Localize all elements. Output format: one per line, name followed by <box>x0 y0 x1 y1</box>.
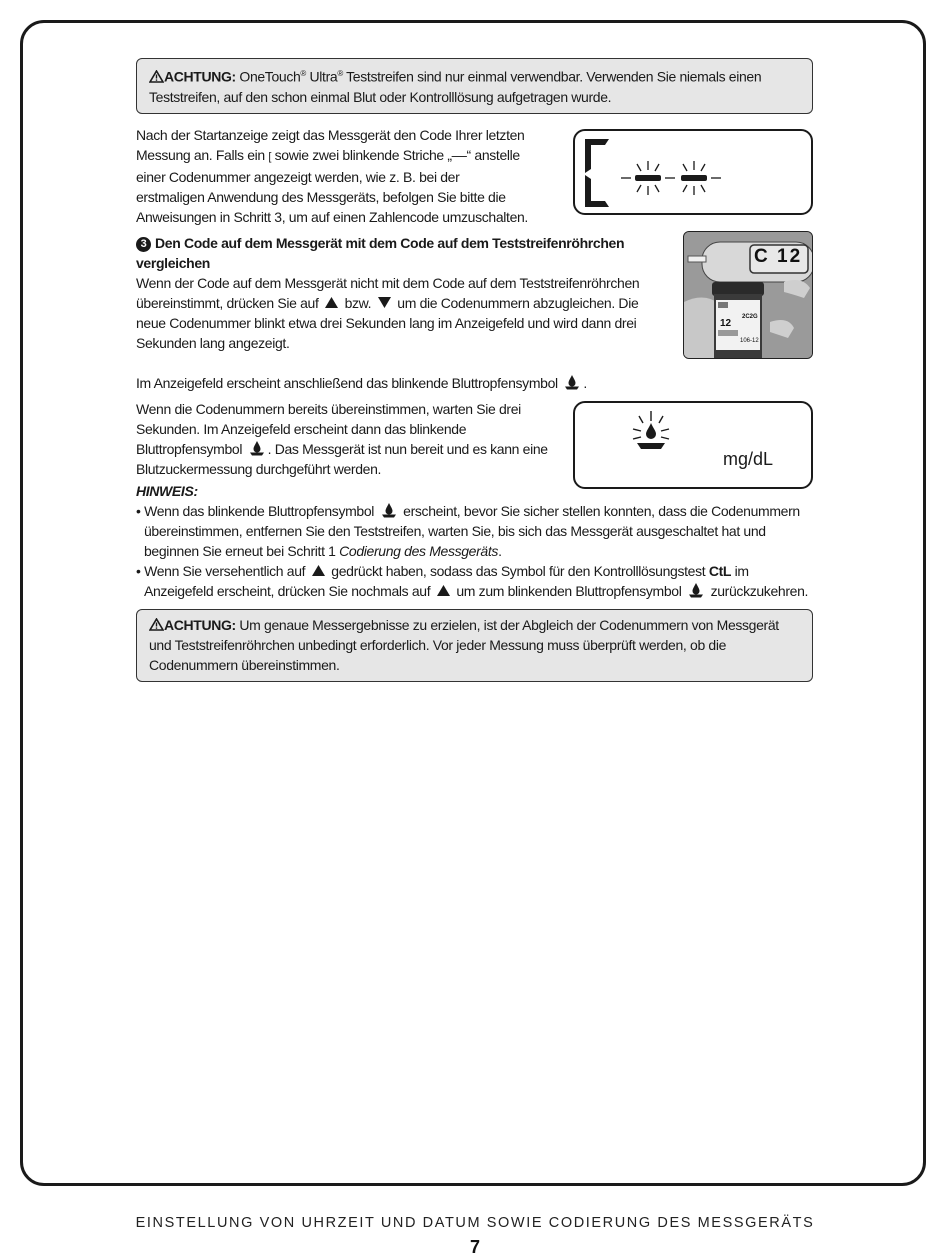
match-text: Wenn die Codenummern bereits übereinstimmen, warten Sie drei Sekunden. Im Anzeigefeld erscheint dann das blinkende Bluttropfensymbol <box>136 400 521 457</box>
blinking-blood-drop-icon <box>625 407 685 467</box>
intro-text: sowie zwei blinkende Striche „––“ anstelle einer Codenummer angezeigt werden, wie z. B. bei der erstmaligen Anwendung des Messgeräts, befolgen Sie bitte die Anweisungen in Schritt 3, um auf einen Zahlencode umzuschalten. <box>136 146 528 225</box>
warning-triangle-icon <box>149 70 164 83</box>
step3-text: Im Anzeigefeld erscheint anschließend das blinkende Bluttropfensymbol <box>136 374 558 391</box>
warning-triangle-icon <box>149 618 164 631</box>
vial-code-small: 2C2G <box>742 313 758 320</box>
step3-text: . <box>583 374 587 391</box>
note-text: um zum blinkenden Bluttropfensymbol <box>456 582 682 599</box>
vial-date: 106-12 <box>740 337 759 344</box>
intro-paragraph <box>136 125 531 227</box>
warning-box-top <box>136 58 813 114</box>
match-section <box>136 401 813 489</box>
step3-section <box>136 233 813 393</box>
up-arrow-icon <box>312 565 325 576</box>
registered-mark: ® <box>300 69 306 78</box>
hinweis-section <box>136 481 813 601</box>
warning-label: ACHTUNG: <box>164 616 236 633</box>
intro-section <box>136 125 813 227</box>
note-text: Wenn Sie versehentlich auf <box>144 562 306 579</box>
match-paragraph <box>136 399 556 479</box>
list-item: • Wenn Sie versehentlich auf gedrückt haben, sodass das Symbol für den Kontrolllösungstest CtL im Anzeigefeld erscheint, drücken Sie nochmals auf um zum blinkenden Bluttropfensymbol zurückzukehren. <box>136 562 809 599</box>
note-text: . <box>498 542 502 559</box>
step3-paragraph <box>136 273 666 353</box>
match-text: . Das Messgerät ist nun bereit und es kann eine Blutzuckermessung durchgeführt werden. <box>136 440 548 477</box>
warning-text: OneTouch <box>235 68 301 85</box>
meter-vial-photo <box>683 231 813 359</box>
page-number: 7 <box>469 1237 480 1257</box>
up-arrow-icon <box>325 297 338 308</box>
warning-text: Um genaue Messergebnisse zu erzielen, ist der Abgleich der Codenummern von Messgerät und Teststreifenröhrchen unbedingt erforderlich. Vor jeder Messung muss überprüft werden, ob die Codenummern übereinstimmen. <box>149 616 779 673</box>
step3-text: bzw. <box>344 294 372 311</box>
note-text: erscheint, bevor Sie sicher stellen konnten, dass die Codenummern übereinstimmen, entfernen Sie den Teststreifen, warten Sie, bis sich das Messgerät ausgeschaltet hat und beginnen Sie erneut bei Schritt 1 <box>144 502 800 559</box>
blood-drop-icon <box>249 441 265 456</box>
step3-paragraph-2 <box>136 373 666 393</box>
footer-section-title: EINSTELLUNG VON UHRZEIT UND DATUM SOWIE CODIERUNG DES MESSGERÄTS <box>135 1215 815 1231</box>
step-number-badge: 3 <box>136 237 151 252</box>
code-bracket-symbol: [ <box>268 150 272 163</box>
blood-drop-icon <box>688 583 704 598</box>
hinweis-list <box>136 501 813 601</box>
lcd-display-code-dashes <box>573 129 813 215</box>
note-text: Wenn das blinkende Bluttropfensymbol <box>144 502 375 519</box>
step3-text: um die Codenummern abzugleichen. Die neue Codenummer blinkt etwa drei Sekunden lang im Anzeigefeld und wird dann drei Sekunden lang angezeigt. <box>136 294 639 351</box>
blood-drop-icon <box>564 375 580 390</box>
warning-label: ACHTUNG: <box>164 68 236 85</box>
unit-label: mg/dL <box>723 448 774 469</box>
up-arrow-icon <box>437 585 450 596</box>
warning-box-bottom <box>136 609 813 682</box>
note-text: zurückzukehren. <box>710 582 809 599</box>
down-arrow-icon <box>378 297 391 308</box>
step3-heading-text: Den Code auf dem Messgerät mit dem Code auf dem Teststreifenröhrchen vergleichen <box>136 234 625 271</box>
lcd-display-blood-drop <box>573 401 813 489</box>
warning-text: Ultra <box>305 68 338 85</box>
intro-text: Nach der Startanzeige zeigt das Messgerät den Code Ihrer letzten Messung an. Falls ein <box>136 126 525 163</box>
step3-heading <box>136 233 666 273</box>
note-text: im Anzeigefeld erscheint, drücken Sie nochmals auf <box>144 562 749 599</box>
hinweis-label: HINWEIS: <box>136 482 198 499</box>
blood-drop-icon <box>381 503 397 518</box>
registered-mark: ® <box>337 69 343 78</box>
note-text: gedrückt haben, sodass das Symbol für den Kontrolllösungstest <box>331 562 706 579</box>
control-solution-symbol: CtL <box>708 562 732 579</box>
note-italic-reference: Codierung des Messgeräts <box>339 542 499 559</box>
meter-display-code: C 12 <box>754 245 803 267</box>
warning-text: Teststreifen sind nur einmal verwendbar. Verwenden Sie niemals einen Teststreifen, auf den schon einmal Blut oder Kontrolllösung aufgetragen wurde. <box>149 68 762 105</box>
step3-text: Wenn der Code auf dem Messgerät nicht mit dem Code auf dem Teststreifenröhrchen übereinstimmt, drücken Sie auf <box>136 274 640 311</box>
vial-code-number: 12 <box>720 317 732 329</box>
page-content <box>136 58 813 682</box>
list-item: • Wenn das blinkende Bluttropfensymbol erscheint, bevor Sie sicher stellen konnten, dass die Codenummern übereinstimmen, entfernen Sie den Teststreifen, warten Sie, bis sich das Messgerät ausgeschaltet hat und beginnen Sie erneut bei Schritt 1 Codierung des Messgeräts. <box>136 502 800 559</box>
step3-text <box>136 233 666 393</box>
lcd-c-dashes-graphic <box>575 131 811 213</box>
